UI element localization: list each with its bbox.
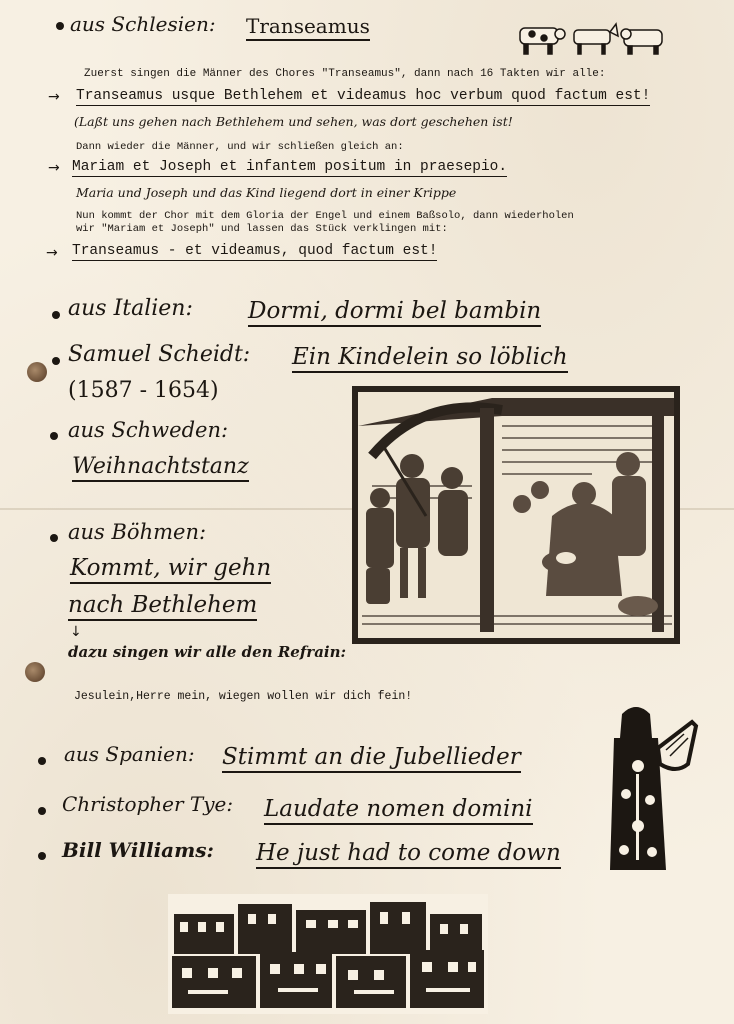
punch-hole-bottom <box>25 662 45 682</box>
bullet <box>50 432 58 440</box>
origin-label: aus Italien: <box>68 296 193 321</box>
ox-icon <box>621 29 662 54</box>
composer-label: Bill Williams: <box>62 838 214 862</box>
refrain-note: dazu singen wir alle den Refrain: <box>68 643 347 661</box>
instruction-text: Zuerst singen die Männer des Chores "Transeamus", dann nach 16 Takten wir alle: <box>84 68 606 80</box>
donkey-icon <box>574 24 618 54</box>
song-title: He just had to come down <box>256 840 561 869</box>
song-title: Weihnachtstanz <box>72 454 249 482</box>
instruction-text: Nun kommt der Chor mit dem Gloria der Engel und einem Baßsolo, dann wiederholen <box>76 210 574 222</box>
instruction-text: Dann wieder die Männer, und wir schließen gleich an: <box>76 141 404 153</box>
song-title: Kommt, wir gehn <box>70 555 271 584</box>
song-title: Transeamus <box>246 14 370 41</box>
bullet <box>52 311 60 319</box>
angel-harp-illustration <box>600 704 704 872</box>
song-title: Ein Kindelein so löblich <box>292 344 568 373</box>
arrow-right-icon: → <box>46 245 58 261</box>
instruction-text: wir "Mariam et Joseph" und lassen das Stück verklingen mit: <box>76 223 448 235</box>
translation-line: (Laßt uns gehen nach Bethlehem und sehen, was dort geschehen ist! <box>74 114 513 129</box>
bullet <box>52 357 60 365</box>
nativity-woodcut-image <box>352 386 680 644</box>
composer-label: Christopher Tye: <box>62 792 234 816</box>
song-title-continued: nach Bethlehem <box>68 592 257 621</box>
song-title: Laudate nomen domini <box>264 796 533 825</box>
arrow-right-icon: → <box>48 89 60 105</box>
origin-label: aus Schlesien: <box>70 12 216 36</box>
latin-line: Mariam et Joseph et infantem positum in praesepio. <box>72 159 508 175</box>
bullet <box>38 757 46 765</box>
cow-icon <box>520 28 565 54</box>
refrain-text: Jesulein,Herre mein, wiegen wollen wir dich fein! <box>74 690 413 703</box>
origin-label: aus Spanien: <box>64 742 195 766</box>
origin-label: aus Böhmen: <box>68 520 207 544</box>
latin-line: Transeamus usque Bethlehem et videamus hoc verbum quod factum est! <box>76 88 651 104</box>
arrow-right-icon: → <box>48 160 60 176</box>
bethlehem-town-woodcut-image <box>168 894 488 1014</box>
bullet <box>56 22 64 30</box>
arrow-down-icon: ↓ <box>70 624 82 640</box>
composer-years: (1587 - 1654) <box>68 378 219 403</box>
translation-line: Maria und Joseph und das Kind liegend dort in einer Krippe <box>76 185 457 200</box>
bullet <box>50 534 58 542</box>
bullet <box>38 807 46 815</box>
punch-hole-top <box>27 362 47 382</box>
animals-illustration <box>516 22 668 58</box>
origin-label: aus Schweden: <box>68 418 229 442</box>
song-title: Stimmt an die Jubellieder <box>222 744 521 773</box>
song-title: Dormi, dormi bel bambin <box>248 298 541 327</box>
bullet <box>38 852 46 860</box>
latin-line: Transeamus - et videamus, quod factum est! <box>72 243 438 259</box>
composer-label: Samuel Scheidt: <box>68 342 251 367</box>
